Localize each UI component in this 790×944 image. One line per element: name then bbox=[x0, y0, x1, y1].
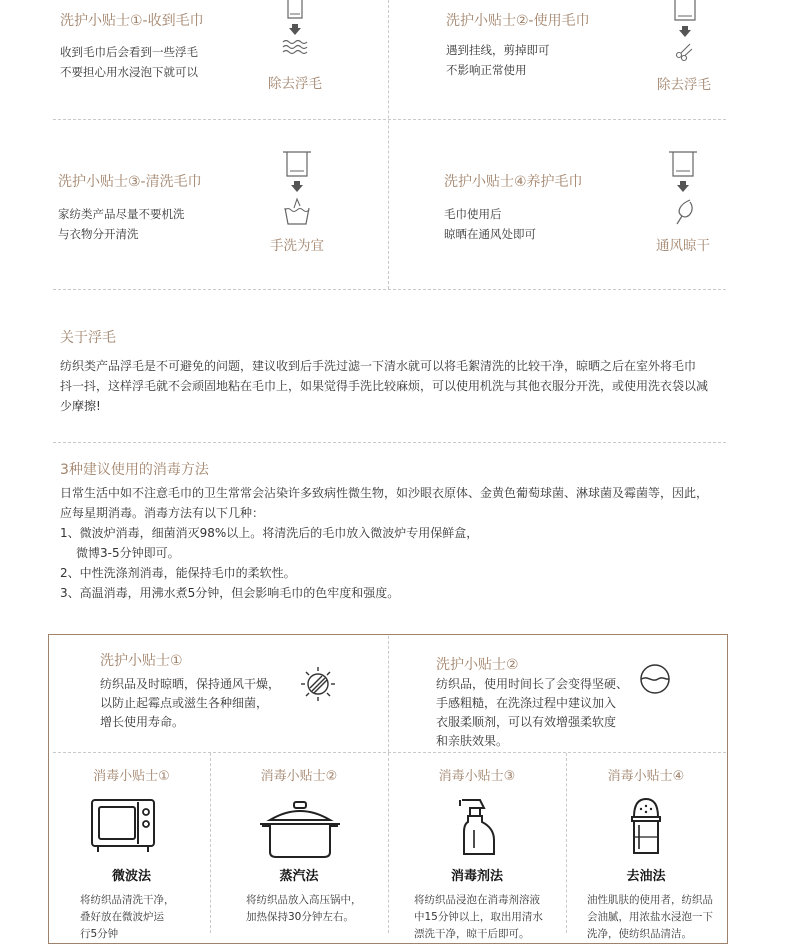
care-tip-title: 洗护小贴士③-清洗毛巾 bbox=[58, 174, 202, 190]
care-tip-title: 洗护小贴士①-收到毛巾 bbox=[60, 13, 204, 29]
disinfect-line: 会油腻，用浓盐水浸泡一下 bbox=[587, 911, 713, 923]
towel-handwash-icon bbox=[280, 150, 314, 230]
disinfect-tip-title: 消毒小贴士① bbox=[93, 769, 170, 784]
disinfect-line: 中15分钟以上，取出用清水 bbox=[414, 911, 543, 923]
grid-bottom-divider bbox=[53, 289, 726, 290]
box-tip-text bbox=[436, 675, 628, 751]
about-lint-paragraph bbox=[60, 356, 708, 416]
box-tip-title: 洗护小贴士② bbox=[436, 657, 519, 673]
section-divider bbox=[53, 442, 726, 443]
paragraph-line: 少摩擦! bbox=[60, 399, 101, 413]
care-tip-line: 不要担心用水浸泡下就可以 bbox=[60, 65, 198, 79]
paragraph-line: 抖一抖，这样浮毛就不会顽固地粘在毛巾上，如果觉得手洗比较麻烦，可以使用机洗与其他衣服分开洗，或使用洗衣袋以减 bbox=[60, 379, 709, 393]
disinfect-line: 将纺织品浸泡在消毒剂溶液 bbox=[414, 894, 540, 906]
paragraph-line: 2、中性洗涤剂消毒，能保持毛巾的柔软性。 bbox=[60, 566, 296, 580]
disinfect-line: 洗净，使纺织品清洁。 bbox=[587, 928, 692, 940]
care-tip-line: 不影响正常使用 bbox=[446, 63, 527, 77]
box-tip-line: 纺织品及时晾晒，保持通风干燥， bbox=[100, 677, 281, 691]
box-tip-line: 纺织品，使用时间长了会变得坚硬、 bbox=[436, 677, 629, 691]
care-tip-title: 洗护小贴士④养护毛巾 bbox=[444, 174, 583, 190]
disinfect-tip-title: 消毒小贴士③ bbox=[438, 769, 516, 784]
spray-bottle-icon bbox=[456, 796, 500, 858]
disinfect-tip-text bbox=[414, 892, 543, 943]
care-tip-text bbox=[444, 204, 536, 244]
grid-horizontal-divider bbox=[53, 119, 726, 120]
paragraph-line: 3、高温消毒，用沸水煮5分钟，但会影响毛巾的色牢度和强度。 bbox=[60, 586, 400, 600]
disinfect-line: 将纺织品清洗干净， bbox=[80, 894, 175, 906]
care-tip-line: 毛巾使用后 bbox=[444, 207, 502, 221]
care-tip-caption: 除去浮毛 bbox=[268, 76, 322, 92]
towel-airdry-icon bbox=[666, 150, 700, 230]
box-tip-line: 增长使用寿命。 bbox=[100, 715, 185, 729]
disinfect-method-name: 去油法 bbox=[626, 869, 666, 884]
box-tip-line: 和亲肤效果。 bbox=[436, 734, 509, 748]
care-tip-line: 与衣物分开清洗 bbox=[58, 227, 139, 241]
disinfect-tip-text bbox=[246, 892, 362, 926]
box-vertical-divider bbox=[388, 636, 389, 752]
paragraph-line: 纺织类产品浮毛是不可避免的问题，建议收到后手洗过滤一下清水就可以将毛絮清洗的比较干净，晾晒之后在室外将毛巾 bbox=[60, 359, 697, 373]
disinfect-line: 叠好放在微波炉运 bbox=[80, 911, 164, 923]
disinfect-line: 将纺织品放入高压锅中， bbox=[246, 894, 362, 906]
care-tip-caption: 通风晾干 bbox=[656, 238, 710, 254]
care-tip-line: 家纺类产品尽量不要机洗 bbox=[58, 207, 185, 221]
care-tip-line: 收到毛巾后会看到一些浮毛 bbox=[60, 45, 198, 59]
disinfection-title: 3种建议使用的消毒方法 bbox=[60, 462, 209, 478]
paragraph-line: 应每星期消毒。消毒方法有以下几种： bbox=[60, 506, 265, 520]
disinfect-tip-text bbox=[587, 892, 713, 943]
disinfection-paragraph bbox=[60, 483, 708, 603]
care-tip-text bbox=[58, 204, 185, 244]
paragraph-line: 日常生活中如不注意毛巾的卫生常常会沾染许多致病性微生物，如沙眼衣原体、金黄色葡萄球菌、淋球菌及霉菌等，因此， bbox=[60, 486, 709, 500]
box-horizontal-divider bbox=[53, 752, 726, 753]
towel-scissors-icon bbox=[670, 0, 700, 64]
disinfect-line: 漂洗干净，晾干后即可。 bbox=[414, 928, 530, 940]
disinfect-tip-title: 消毒小贴士④ bbox=[607, 769, 685, 784]
box-tip-line: 手感粗糙，在洗涤过程中建议加入 bbox=[436, 696, 617, 710]
disinfect-method-name: 微波法 bbox=[111, 869, 151, 884]
care-tip-caption: 手洗为宜 bbox=[270, 238, 324, 254]
paragraph-line: 1、微波炉消毒，细菌消灭98%以上。将清洗后的毛巾放入微波炉专用保鲜盒， bbox=[60, 526, 479, 540]
box-tip-title: 洗护小贴士① bbox=[100, 653, 183, 669]
sun-crossed-icon bbox=[300, 666, 336, 702]
box-tip-text bbox=[100, 675, 280, 732]
grid-vertical-divider bbox=[388, 0, 389, 289]
disinfect-tip-text bbox=[80, 892, 175, 943]
disinfect-line: 加热保持30分钟左右。 bbox=[246, 911, 354, 923]
care-tip-line: 遇到挂线，剪掉即可 bbox=[446, 43, 550, 57]
pot-icon bbox=[258, 800, 342, 860]
disinfect-method-name: 消毒剂法 bbox=[450, 869, 503, 884]
disinfect-line: 行5分钟 bbox=[80, 928, 119, 940]
care-tip-caption: 除去浮毛 bbox=[657, 77, 711, 93]
box-tip-line: 以防止起霉点或滋生各种细菌， bbox=[100, 696, 269, 710]
care-tip-text bbox=[60, 42, 198, 82]
towel-water-icon bbox=[280, 0, 310, 58]
care-tip-line: 晾晒在通风处即可 bbox=[444, 227, 536, 241]
care-tip-text bbox=[446, 40, 550, 80]
softener-icon bbox=[638, 662, 672, 696]
box-tip-line: 衣服柔顺剂，可以有效增强柔软度 bbox=[436, 715, 617, 729]
disinfect-tip-title: 消毒小贴士② bbox=[260, 769, 338, 784]
care-tip-1 bbox=[60, 10, 204, 30]
salt-shaker-icon bbox=[628, 797, 664, 857]
disinfect-line: 油性肌肤的使用者，纺织品 bbox=[587, 894, 713, 906]
paragraph-line: 微博3-5分钟即可。 bbox=[76, 546, 180, 560]
microwave-icon bbox=[90, 798, 156, 854]
disinfect-method-name: 蒸汽法 bbox=[279, 869, 319, 884]
care-tip-title: 洗护小贴士②-使用毛巾 bbox=[446, 13, 590, 29]
about-lint-title: 关于浮毛 bbox=[60, 330, 116, 346]
